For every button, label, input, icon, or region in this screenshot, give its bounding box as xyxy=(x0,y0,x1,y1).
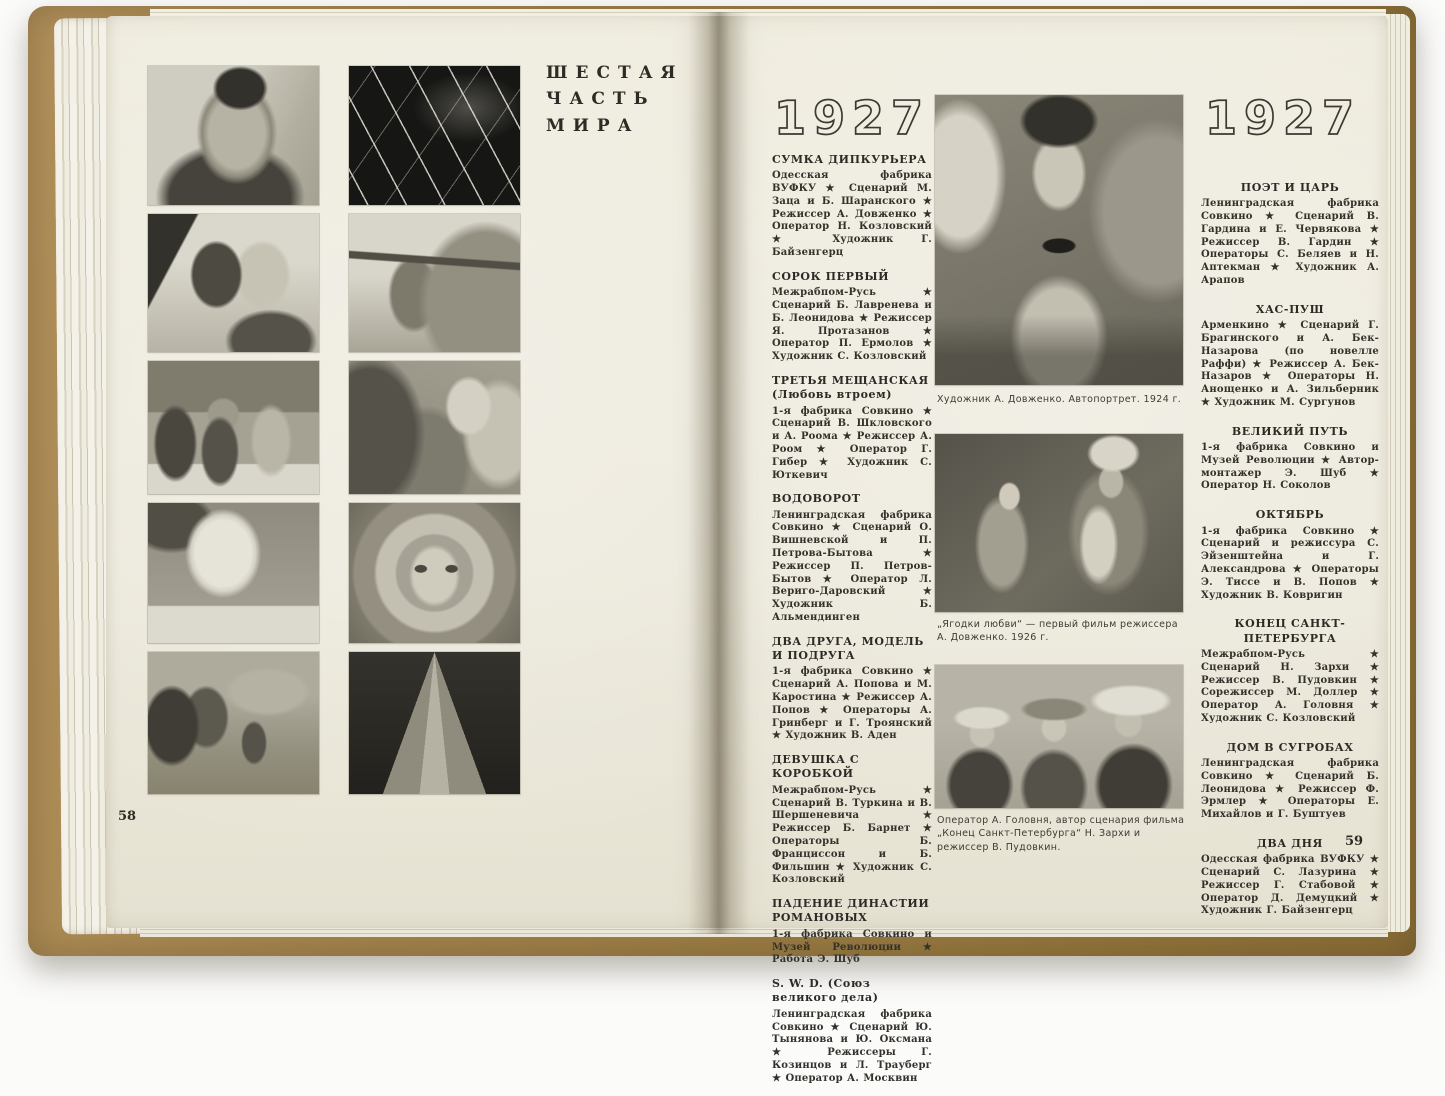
plate-dovzhenko-self-portrait xyxy=(935,95,1183,385)
film-title: ВЕЛИКИЙ ПУТЬ xyxy=(1231,424,1349,438)
credits-column-left xyxy=(772,91,932,1096)
film-credits: Межрабпом-Русь ★ Сценарий Н. Зархи ★ Режиссер В. Пудовкин ★ Сорежиссер М. Доллер ★ Оператор А. Головня ★ Художник С. Козловский xyxy=(1201,648,1379,724)
year-heading-left: 1927 xyxy=(774,91,931,145)
section-title-line: ЧАСТЬ xyxy=(546,89,656,110)
year-heading-right: 1927 xyxy=(1205,91,1362,145)
film-title: СУМКА ДИПКУРЬЕРА xyxy=(772,153,927,166)
section-title-line: МИРА xyxy=(546,115,640,136)
film-entry xyxy=(1201,617,1379,725)
page-edges-right xyxy=(1386,14,1410,932)
still-woman-writing xyxy=(148,503,319,643)
film-credits: 1-я фабрика Совкино ★ Сценарий В. Шкловского и А. Роома ★ Режиссер А. Роом ★ Оператор Г. Гибер ★ Художник С. Юткевич xyxy=(772,405,932,481)
film-entry xyxy=(1201,834,1379,918)
page-number-left: 58 xyxy=(118,809,137,824)
still-market-crowd-with-wool xyxy=(148,361,319,494)
still-camel-caravan xyxy=(148,652,319,794)
film-title: S. W. D. (Союз великого дела) xyxy=(772,977,879,1005)
film-entry xyxy=(1201,508,1379,602)
still-boy-eating-grapes xyxy=(148,214,319,352)
film-entry xyxy=(772,374,932,482)
film-credits: Одесская фабрика ВУФКУ ★ Сценарий М. Заца и Б. Шаранского ★ Режиссер А. Довженко ★ Оператор Н. Козловский ★ Художник Г. Байзенгерц xyxy=(772,170,932,259)
film-title: ДЕВУШКА С КОРОБКОЙ xyxy=(772,753,860,781)
film-entry xyxy=(772,753,932,887)
film-credits: Ленинградская фабрика Совкино ★ Сценарий Б. Леонидова ★ Режиссер Ф. Эрмлер ★ Операторы Е. Михайлов и Г. Буштуев xyxy=(1201,757,1379,821)
still-boat-prow-from-above xyxy=(349,652,520,794)
film-entry xyxy=(1201,741,1379,822)
film-entry xyxy=(772,270,932,364)
section-title-line: ШЕСТАЯ xyxy=(546,63,684,83)
film-title: ТРЕТЬЯ МЕЩАНСКАЯ (Любовь втроем) xyxy=(772,373,929,402)
film-credits: Межрабпом-Русь ★ Сценарий Б. Лавренева и Б. Леонидова ★ Режиссер Я. Протазанов ★ Оператор П. Ермолов ★ Художник С. Козловский xyxy=(772,287,932,363)
film-entry xyxy=(772,977,932,1085)
page-number-right: 59 xyxy=(1345,834,1364,849)
section-title xyxy=(546,60,716,139)
film-title: ХАС-ПУШ xyxy=(1255,302,1325,316)
right-page xyxy=(718,16,1388,1084)
caption-lovers: „Ягодки любви“ — первый фильм режиссера А. Довженко. 1926 г. xyxy=(937,619,1178,644)
film-title: ОКТЯБРЬ xyxy=(1255,508,1325,522)
film-credits: Ленинградская фабрика Совкино ★ Сценарий О. Вишневской и П. Петрова-Бытова ★ Режиссер П. Петров-Бытов ★ Оператор Л. Вериго-Даровский ★ Художник Б. Альмендинген xyxy=(772,509,932,623)
left-page xyxy=(106,16,718,928)
still-man-in-fur-hood xyxy=(148,66,319,205)
film-title: ДВА ДРУГА, МОДЕЛЬ И ПОДРУГА xyxy=(772,634,924,663)
film-title: ПОЭТ И ЦАРЬ xyxy=(1240,181,1340,194)
still-figure-holding-pole xyxy=(349,214,520,352)
film-entry xyxy=(1201,425,1379,493)
film-entry xyxy=(772,492,932,624)
film-list-right xyxy=(1201,181,1379,918)
caption-portrait: Художник А. Довженко. Автопортрет. 1924 г. xyxy=(937,394,1182,405)
film-credits: 1-я фабрика Совкино и Музей Революции ★ Работа Э. Шуб xyxy=(772,928,932,966)
film-credits: 1-я фабрика Совкино ★ Сценарий А. Попова и М. Каростина ★ Режиссер А. Попов ★ Операторы А. Гринберг и Г. Троянский ★ Художник В. Аден xyxy=(772,666,932,742)
film-entry xyxy=(772,897,932,967)
film-credits: Ленинградская фабрика Совкино ★ Сценарий В. Гардина и Е. Червякова ★ Режиссер В. Гардин ★ Операторы С. Беляев и Н. Аптекман ★ Художник А. Арапов xyxy=(1201,198,1379,287)
credits-column-right xyxy=(1201,91,1379,933)
still-woman-looking-up xyxy=(349,361,520,494)
plate-golovnya-zarkhi-pudovkin xyxy=(935,665,1183,808)
film-credits: Межрабпом-Русь ★ Сценарий В. Туркина и В. Шершеневича ★ Режиссер Б. Барнет ★ Операторы Б. Франциссон и Б. Фильшин ★ Художник С. Козловский xyxy=(772,784,932,886)
film-list-left xyxy=(772,153,932,1086)
film-title: СОРОК ПЕРВЫЙ xyxy=(772,269,890,283)
still-wheat-ears xyxy=(349,66,520,205)
film-credits: 1-я фабрика Совкино ★ Сценарий и режиссура С. Эйзенштейна и Г. Александрова ★ Операторы Э. Тиссе и В. Попов ★ Художник В. Ковригин xyxy=(1201,525,1379,601)
film-title: КОНЕЦ САНКТ-ПЕТЕРБУРГА xyxy=(1234,617,1346,645)
film-entry xyxy=(1201,181,1379,288)
film-title: ДОМ В СУГРОБАХ xyxy=(1226,740,1354,754)
film-title: ПАДЕНИЕ ДИНАСТИИ РОМАНОВЫХ xyxy=(772,897,930,925)
film-credits: Арменкино ★ Сценарий Г. Брагинского и А. Бек-Назарова (по новелле Раффи) ★ Режиссер А. Бек-Назаров ★ Операторы Н. Анощенко и А. Зильберник ★ Художник М. Сургунов xyxy=(1201,320,1379,408)
film-entry xyxy=(772,635,932,743)
caption-trio: Оператор А. Головня, автор сценария фильма „Конец Санкт-Петербурга“ Н. Зархи и режиссер В. Пудовкин. xyxy=(937,815,1185,853)
film-entry xyxy=(772,153,932,260)
film-credits: Ленинградская фабрика Совкино ★ Сценарий Ю. Тынянова и Ю. Оксмана ★ Режиссеры Г. Козинцов и Л. Трауберг ★ Оператор А. Москвин xyxy=(772,1008,932,1084)
film-credits: 1-я фабрика Совкино и Музей Революции ★ Автор-монтажер Э. Шуб ★ Оператор Н. Соколов xyxy=(1201,442,1379,492)
film-title: ВОДОВОРОТ xyxy=(772,492,861,506)
film-entry xyxy=(1201,303,1379,410)
film-title: ДВА ДНЯ xyxy=(1257,836,1323,850)
film-still-grid xyxy=(148,66,520,794)
film-credits: Одесская фабрика ВУФКУ ★ Сценарий С. Лазурина ★ Режиссер Г. Стабовой ★ Оператор Д. Демуцкий ★ Художник Г. Байзенгерц xyxy=(1201,854,1379,917)
plate-love-berries-still xyxy=(935,434,1183,612)
still-child-in-fur-hood xyxy=(349,503,520,643)
